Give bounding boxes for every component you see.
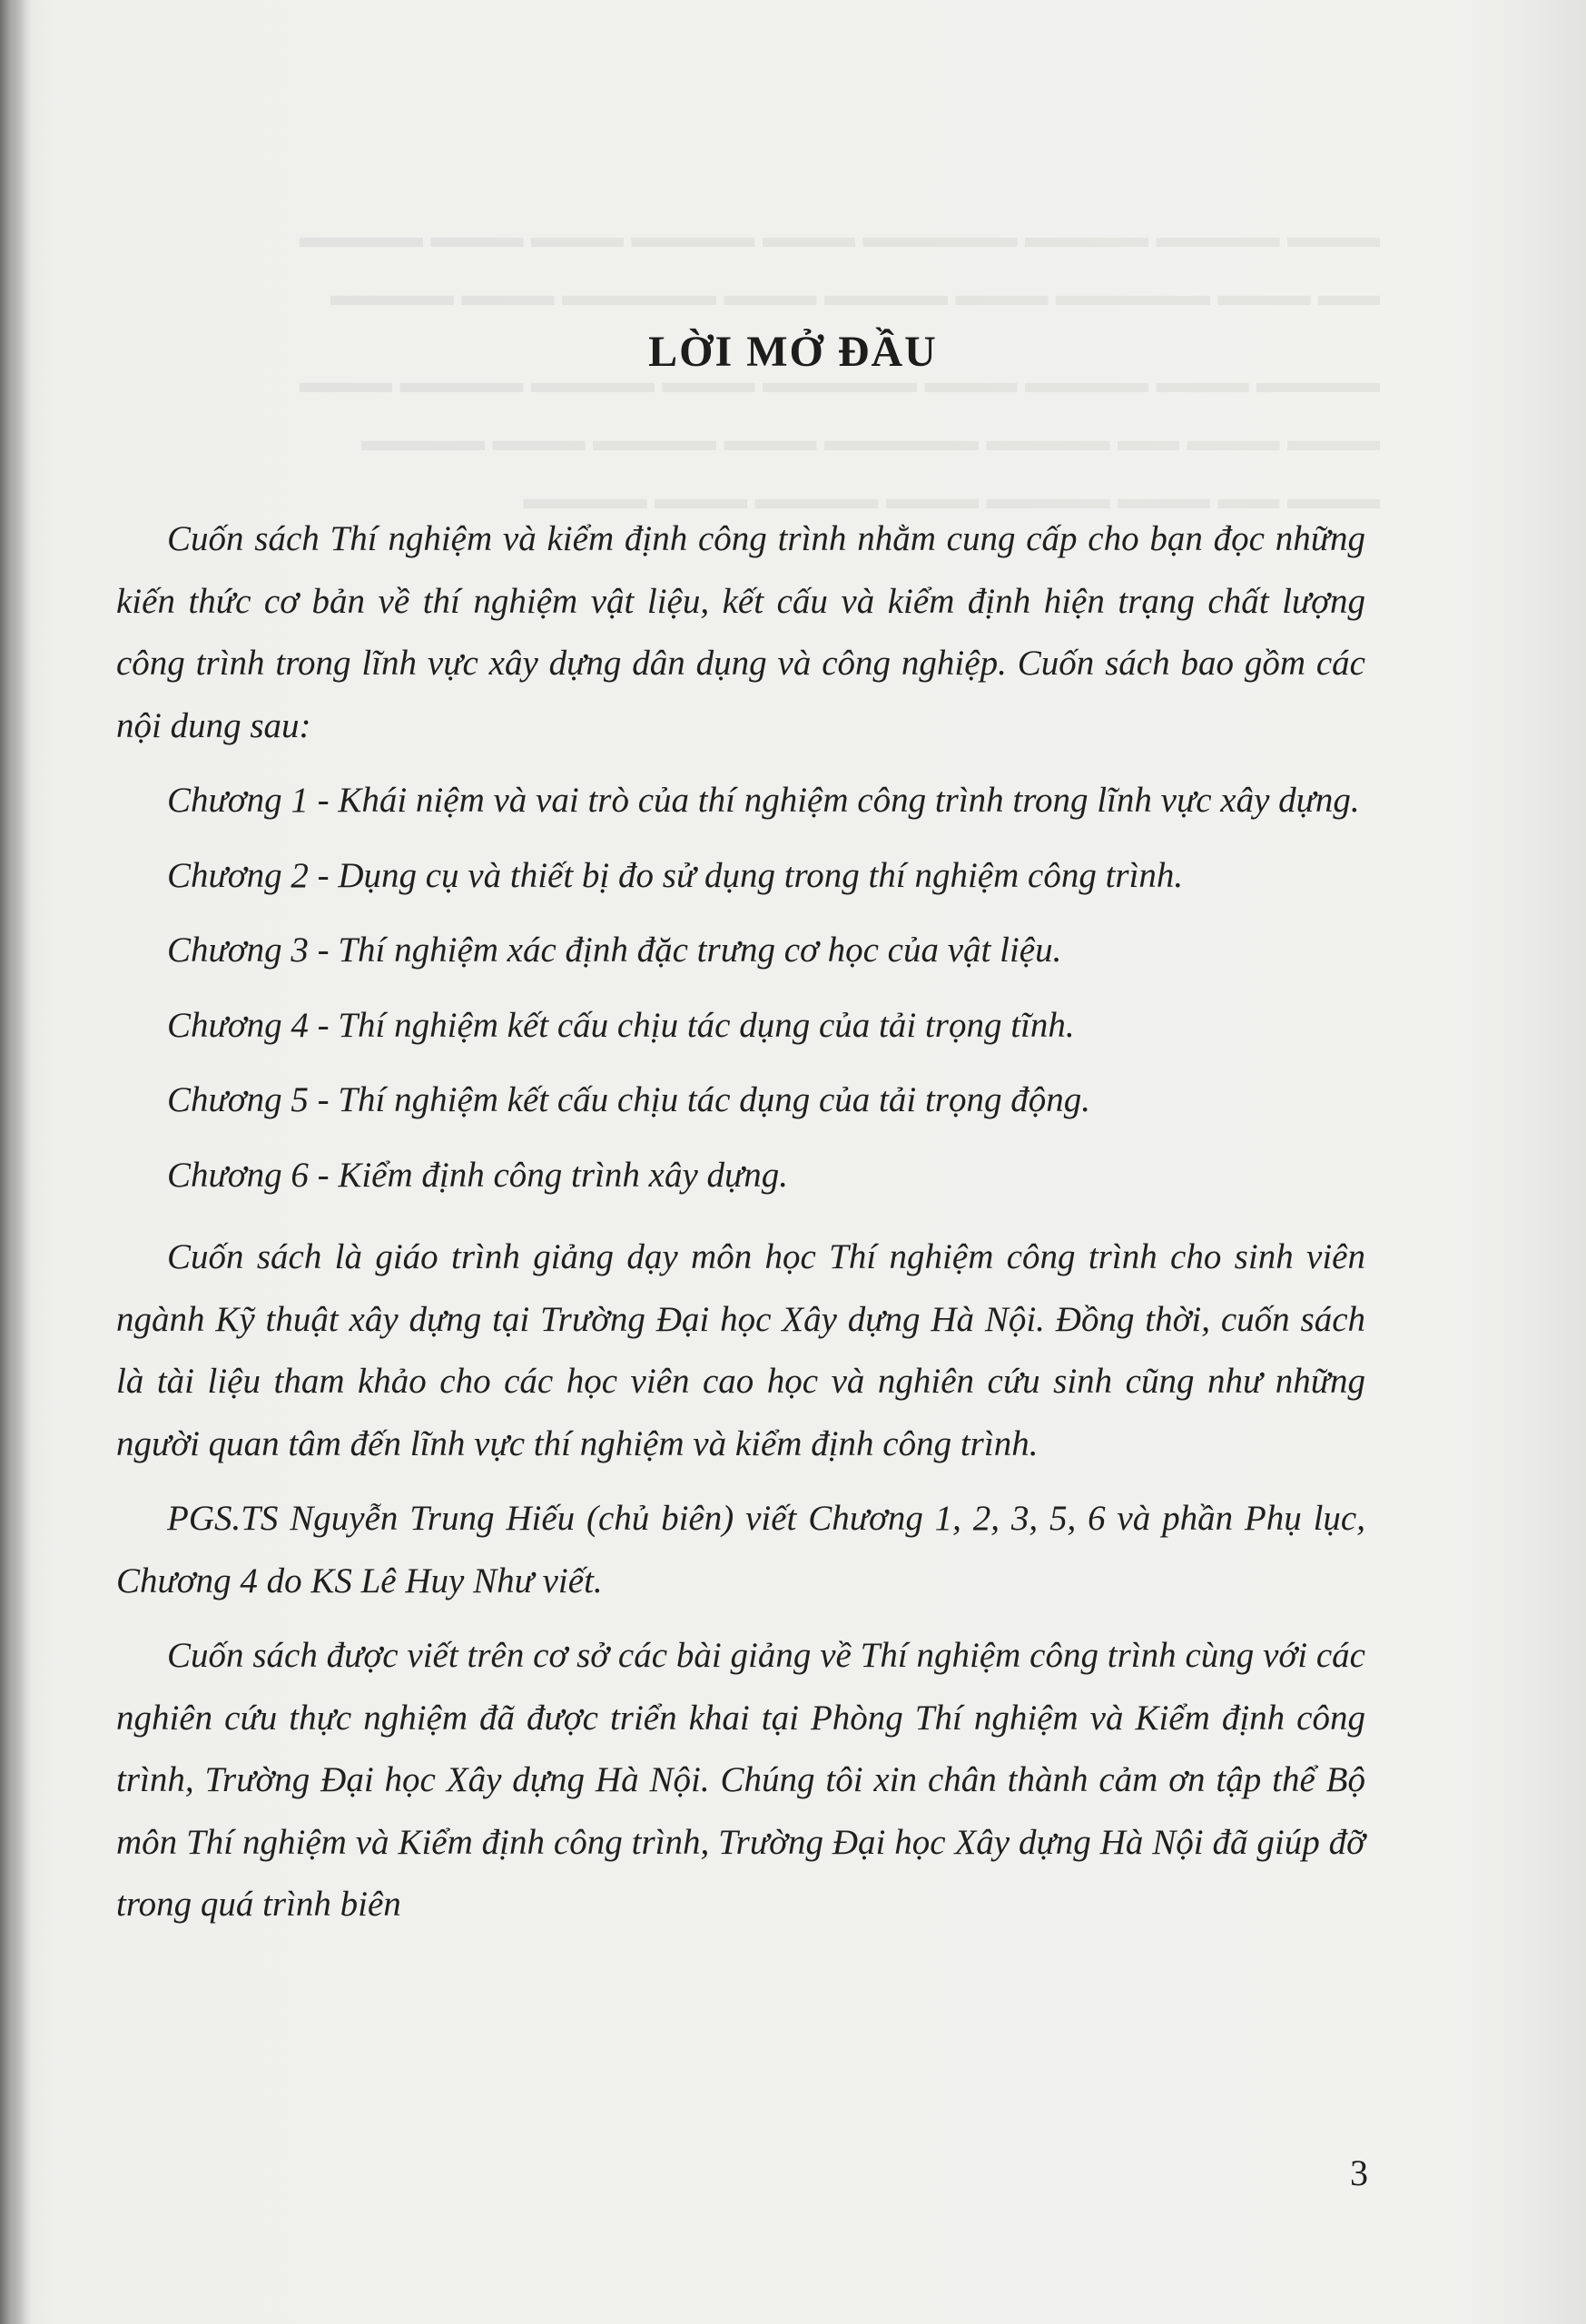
purpose-paragraph: Cuốn sách là giáo trình giảng dạy môn học Thí nghiệm công trình cho sinh viên ngành Kỹ thuật xây dựng tại Trường Đại học Xây dựng Hà Nội. Đồng thời, cuốn sách là tài liệu tham khảo cho các học viên cao học và nghiên cứu sinh cũng như những người quan tâm đến lĩnh vực thí nghiệm và kiểm định công trình. [116, 1237, 1365, 1463]
chapter-6-item: Chương 6 - Kiểm định công trình xây dựng. [167, 1155, 789, 1195]
page-title: LỜI MỞ ĐẦU [648, 328, 938, 376]
chapter-3-item: Chương 3 - Thí nghiệm xác định đặc trưng cơ học của vật liệu. [167, 931, 1062, 970]
acknowledgement-paragraph: Cuốn sách được viết trên cơ sở các bài giảng về Thí nghiệm công trình cùng với các nghiên cứu thực nghiệm đã được triển khai tại Phòng Thí nghiệm và Kiểm định công trình, Trường Đại học Xây dựng Hà Nội. Chúng tôi xin chân thành cảm ơn tập thể Bộ môn Thí nghiệm và Kiểm định công trình, Trường Đại học Xây dựng Hà Nội đã giúp đỡ trong quá trình biên [116, 1636, 1365, 1924]
bleed-through-line: ▬▬ ▬▬▬ ▬▬▬▬▬ ▬▬▬ ▬▬▬▬ ▬▬▬ ▬▬▬▬▬ ▬▬▬ ▬▬▬▬ [330, 279, 1380, 312]
page-number: 3 [1350, 2152, 1368, 2193]
bleed-through-line: ▬▬▬ ▬▬ ▬▬▬ ▬▬▬▬ ▬▬▬ ▬▬▬▬ ▬▬▬ ▬▬▬▬ [523, 482, 1380, 516]
intro-paragraph: Cuốn sách Thí nghiệm và kiểm định công trình nhằm cung cấp cho bạn đọc những kiến thức cơ bản về thí nghiệm vật liệu, kết cấu và kiểm định hiện trạng chất lượng công trình trong lĩnh vực xây dựng dân dụng và công nghiệp. Cuốn sách bao gồm các nội dung sau: [116, 519, 1365, 745]
chapter-2-item: Chương 2 - Dụng cụ và thiết bị đo sử dụng trong thí nghiệm công trình. [167, 855, 1184, 895]
bleed-through-line: ▬▬▬ ▬▬▬▬ ▬▬▬▬ ▬▬▬▬▬ ▬▬▬ ▬▬▬▬ ▬▬▬ ▬▬▬ ▬▬▬▬ [300, 221, 1380, 254]
authors-paragraph: PGS.TS Nguyễn Trung Hiếu (chủ biên) viết Chương 1, 2, 3, 5, 6 và phần Phụ lục, Chương 4 do KS Lê Huy Như viết. [116, 1499, 1365, 1600]
chapter-4-item: Chương 4 - Thí nghiệm kết cấu chịu tác dụng của tải trọng tĩnh. [167, 1005, 1075, 1045]
chapter-1-item: Chương 1 - Khái niệm và vai trò của thí nghiệm công trình trong lĩnh vực xây dựng. [167, 781, 1360, 820]
bleed-through-line: ▬▬▬▬ ▬▬▬ ▬▬▬▬ ▬▬▬ ▬▬▬▬▬ ▬▬▬ ▬▬▬▬ ▬▬▬▬ ▬▬▬ [300, 366, 1380, 399]
bleed-through-line: ▬▬▬ ▬▬▬ ▬▬ ▬▬▬▬ ▬▬▬▬▬ ▬▬▬ ▬▬▬▬ ▬▬▬ ▬▬▬▬ [361, 424, 1380, 458]
chapter-5-item: Chương 5 - Thí nghiệm kết cấu chịu tác dụng của tải trọng động. [167, 1080, 1090, 1119]
preface-body [116, 508, 1365, 1936]
